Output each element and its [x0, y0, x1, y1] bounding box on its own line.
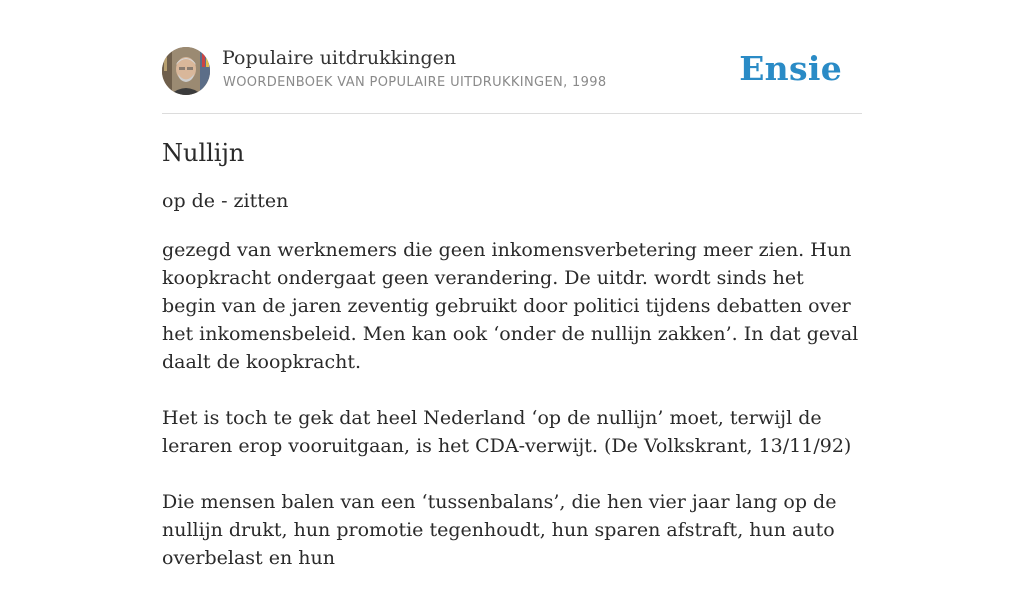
entry-content — [162, 136, 862, 600]
citation-paragraph: Die mensen balen van een ‘tussenbalans’, die hen vier jaar lang op de nullijn drukt, hun promotie tegenhoudt, hun sparen afstraft, hun auto overbelast en hun — [162, 491, 837, 569]
citation-paragraph: Het is toch te gek dat heel Nederland ‘op de nullijn’ moet, terwijl de leraren erop vooruitgaan, is het CDA-verwijt. (De Volkskrant, 13/11/92) — [162, 407, 852, 457]
header-divider — [162, 113, 862, 114]
expression: op de - zitten — [162, 190, 289, 212]
brand-logo[interactable]: Ensie — [739, 49, 842, 88]
source-header — [162, 46, 862, 96]
headword: Nullijn — [162, 139, 245, 167]
author-avatar[interactable] — [162, 47, 210, 95]
definition — [162, 236, 862, 572]
definition-paragraph: gezegd van werknemers die geen inkomensverbetering meer zien. Hun koopkracht ondergaat geen verandering. De uitdr. wordt sinds het begin van de jaren zeventig gebruikt door politici tijdens debatten over het inkomensbeleid. Men kan ook ‘onder de nullijn zakken’. In dat geval daalt de koopkracht. — [162, 239, 859, 373]
source-subtitle: WOORDENBOEK VAN POPULAIRE UITDRUKKINGEN, 1998 — [223, 75, 607, 90]
source-title[interactable]: Populaire uitdrukkingen — [222, 47, 457, 69]
author-portrait-icon — [162, 47, 210, 95]
